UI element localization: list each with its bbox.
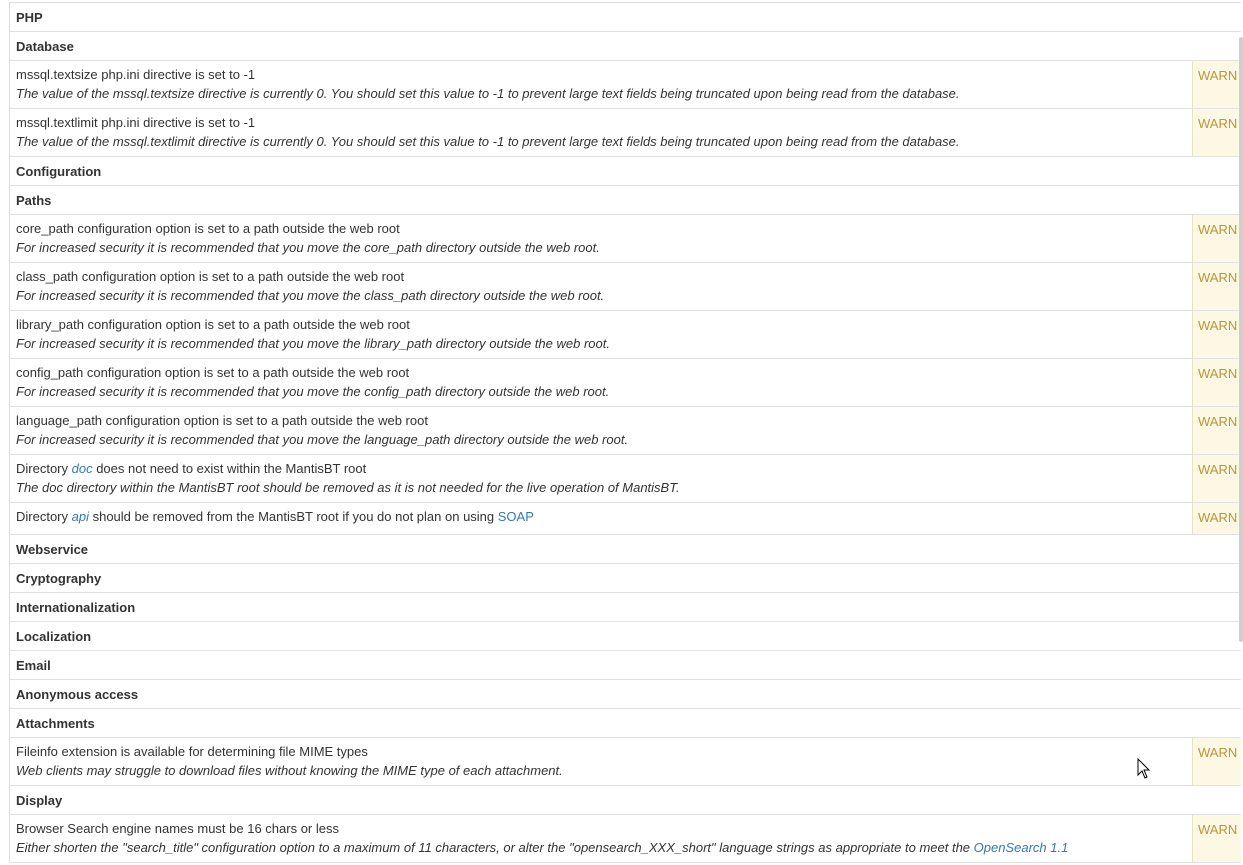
section-title: Configuration [16,163,102,179]
title-prefix: Directory [16,509,72,524]
section-header-database [9,32,1241,61]
title-suffix: does not need to exist within the MantisBT root [92,461,367,476]
check-row-core-path [9,215,1241,263]
section-header-paths [9,186,1241,215]
section-header-cryptography [9,564,1241,593]
check-row-library-path [9,311,1241,359]
soap-link[interactable]: SOAP [497,509,534,524]
status-badge-warn: WARN [1192,61,1241,108]
section-title: Internationalization [16,599,136,615]
check-description: For increased security it is recommended that you move the class_path directory outside the web root. [16,288,605,303]
check-title: Browser Search engine names must be 16 chars or less [16,821,339,836]
check-row-language-path [9,407,1241,455]
check-content [10,61,1192,108]
check-description: For increased security it is recommended that you move the config_path directory outside the web root. [16,384,610,399]
api-directory-link[interactable]: api [71,509,89,524]
section-header-php [9,3,1241,32]
check-title: library_path configuration option is set to a path outside the web root [16,317,410,332]
check-row-mssql-textsize [9,61,1241,109]
check-description: For increased security it is recommended that you move the language_path directory outside the web root. [16,432,629,447]
check-description: The value of the mssql.textlimit directive is currently 0. You should set this value to -1 to prevent large text fields being truncated upon being read from the database. [16,134,960,149]
check-description: The value of the mssql.textsize directive is currently 0. You should set this value to -1 to prevent large text fields being truncated upon being read from the database. [16,86,960,101]
status-badge-warn: WARN [1192,738,1241,785]
check-title [16,461,1192,477]
check-description: The doc directory within the MantisBT root should be removed as it is not needed for the live operation of MantisBT. [16,480,680,495]
section-title: Display [16,792,63,808]
check-title: mssql.textsize php.ini directive is set to -1 [16,67,256,82]
doc-directory-link[interactable]: doc [71,461,93,476]
check-title: language_path configuration option is set to a path outside the web root [16,413,428,428]
check-description [16,839,1192,857]
status-badge-warn: WARN [1192,109,1241,156]
check-content [10,263,1192,310]
check-title: Fileinfo extension is available for determining file MIME types [16,744,368,759]
section-title: Localization [16,628,92,644]
description-text: Either shorten the "search_title" configuration option to a maximum of 11 characters, or alter the "opensearch_XXX_short" language strings as appropriate to meet the [16,840,974,855]
section-header-localization [9,622,1241,651]
status-badge-warn: WARN [1192,311,1241,358]
check-content [10,503,1192,534]
check-title: class_path configuration option is set to a path outside the web root [16,269,405,284]
status-badge-warn: WARN [1192,455,1241,502]
check-title [16,509,1192,525]
check-row-fileinfo [9,738,1241,786]
status-badge-warn: WARN [1192,215,1241,262]
status-badge-warn: WARN [1192,503,1241,534]
section-header-display [9,786,1241,815]
check-row-api-directory [9,503,1241,535]
section-title: Attachments [16,715,95,731]
section-header-attachments [9,709,1241,738]
check-description: For increased security it is recommended that you move the core_path directory outside the web root. [16,240,600,255]
section-title: Anonymous access [16,686,139,702]
check-content [10,407,1192,454]
section-header-email [9,651,1241,680]
check-content [10,109,1192,156]
section-title: Database [16,38,74,54]
check-title: core_path configuration option is set to a path outside the web root [16,221,400,236]
status-badge-warn: WARN [1192,263,1241,310]
vertical-scrollbar[interactable] [1239,37,1243,642]
section-header-configuration [9,157,1241,186]
check-row-doc-directory [9,455,1241,503]
section-header-anonymous-access [9,680,1241,709]
status-badge-warn: WARN [1192,815,1241,862]
check-content [10,738,1192,785]
section-title: Email [16,657,51,673]
check-content [10,455,1192,502]
check-title: mssql.textlimit php.ini directive is set to -1 [16,115,256,130]
mouse-cursor-icon [1137,758,1151,780]
check-content [10,815,1192,862]
section-title: Cryptography [16,570,102,586]
section-title: Webservice [16,541,89,557]
check-description: For increased security it is recommended that you move the library_path directory outside the web root. [16,336,610,351]
title-middle: should be removed from the MantisBT root if you do not plan on using [88,509,498,524]
check-title: config_path configuration option is set to a path outside the web root [16,365,410,380]
check-row-search-engine [9,815,1241,863]
check-content [10,359,1192,406]
check-description: Web clients may struggle to download files without knowing the MIME type of each attachment. [16,763,563,778]
check-content [10,215,1192,262]
status-badge-warn: WARN [1192,407,1241,454]
check-row-mssql-textlimit [9,109,1241,157]
status-badge-warn: WARN [1192,359,1241,406]
title-prefix: Directory [16,461,72,476]
check-row-config-path [9,359,1241,407]
opensearch-link[interactable]: OpenSearch 1.1 [973,840,1069,855]
section-header-internationalization [9,593,1241,622]
check-results-table [9,2,1241,863]
section-title: Paths [16,192,52,208]
section-header-webservice [9,535,1241,564]
section-title: PHP [16,9,43,25]
check-row-class-path [9,263,1241,311]
check-content [10,311,1192,358]
